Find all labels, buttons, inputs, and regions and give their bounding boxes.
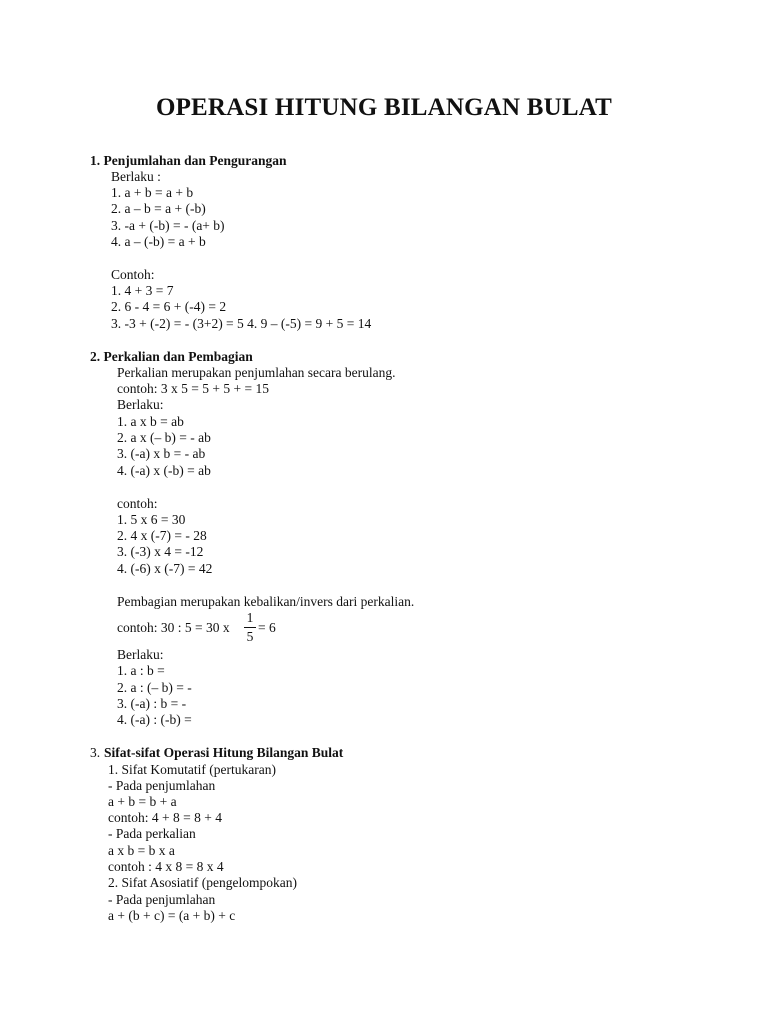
section-2-division-rule: 3. (-a) : b = - xyxy=(117,696,187,711)
fraction-numerator: 1 xyxy=(246,610,254,625)
section-3-line: 1. Sifat Komutatif (pertukaran) xyxy=(108,762,276,777)
section-1-example: 3. -3 + (-2) = - (3+2) = 5 4. 9 – (-5) = 9 + 5 = 14 xyxy=(111,316,372,331)
section-1-rule: 2. a – b = a + (-b) xyxy=(111,201,206,216)
section-2-contoh-label: contoh: xyxy=(117,496,158,511)
section-2-example: 2. 4 x (-7) = - 28 xyxy=(117,528,207,543)
section-2-division-rule: 2. a : (– b) = - xyxy=(117,680,192,695)
section-2-berlaku-label: Berlaku: xyxy=(117,397,164,412)
section-1-heading: 1. Penjumlahan dan Pengurangan xyxy=(90,153,287,168)
section-2-division-rule: 4. (-a) : (-b) = xyxy=(117,712,192,727)
section-2-berlaku-label-2: Berlaku: xyxy=(117,647,164,662)
section-3-line: - Pada penjumlahan xyxy=(108,892,216,907)
section-3-line: a + b = b + a xyxy=(108,794,177,809)
section-2-example: 1. 5 x 6 = 30 xyxy=(117,512,186,527)
section-2-example: 4. (-6) x (-7) = 42 xyxy=(117,561,213,576)
section-2-intro: Perkalian merupakan penjumlahan secara berulang. xyxy=(117,365,396,380)
section-3-line: - Pada penjumlahan xyxy=(108,778,216,793)
section-3-heading: Sifat-sifat Operasi Hitung Bilangan Bulat xyxy=(104,745,344,760)
section-1-rule: 4. a – (-b) = a + b xyxy=(111,234,206,249)
section-3-line: 2. Sifat Asosiatif (pengelompokan) xyxy=(108,875,297,890)
section-2-rule: 1. a x b = ab xyxy=(117,414,184,429)
section-2-rule: 3. (-a) x b = - ab xyxy=(117,446,206,461)
section-1-contoh-label: Contoh: xyxy=(111,267,155,282)
section-2-division-rule: 1. a : b = xyxy=(117,663,165,678)
section-1-rule: 3. -a + (-b) = - (a+ b) xyxy=(111,218,225,233)
section-3-number: 3. xyxy=(90,745,101,760)
section-1-example: 2. 6 - 4 = 6 + (-4) = 2 xyxy=(111,299,227,314)
section-3-line: a x b = b x a xyxy=(108,843,175,858)
section-3-line: contoh : 4 x 8 = 8 x 4 xyxy=(108,859,224,874)
section-2-heading: 2. Perkalian dan Pembagian xyxy=(90,349,253,364)
fraction-bar xyxy=(244,627,256,628)
section-1-example: 1. 4 + 3 = 7 xyxy=(111,283,174,298)
section-1-rule: 1. a + b = a + b xyxy=(111,185,194,200)
section-2-division-example-prefix: contoh: 30 : 5 = 30 x xyxy=(117,620,230,635)
fraction-one-fifth xyxy=(243,610,257,645)
section-2-division-example-suffix: = 6 xyxy=(258,620,276,635)
page-title: OPERASI HITUNG BILANGAN BULAT xyxy=(155,94,613,121)
section-2-rule: 2. a x (– b) = - ab xyxy=(117,430,211,445)
section-2-rule: 4. (-a) x (-b) = ab xyxy=(117,463,211,478)
section-3-line: contoh: 4 + 8 = 8 + 4 xyxy=(108,810,222,825)
section-2-intro-example: contoh: 3 x 5 = 5 + 5 + = 15 xyxy=(117,381,269,396)
section-3-line: - Pada perkalian xyxy=(108,826,196,841)
fraction-denominator: 5 xyxy=(246,629,254,644)
section-1-berlaku-label: Berlaku : xyxy=(111,169,161,184)
section-2-division-intro: Pembagian merupakan kebalikan/invers dari perkalian. xyxy=(117,594,415,609)
section-2-example: 3. (-3) x 4 = -12 xyxy=(117,544,204,559)
section-3-line: a + (b + c) = (a + b) + c xyxy=(108,908,236,923)
